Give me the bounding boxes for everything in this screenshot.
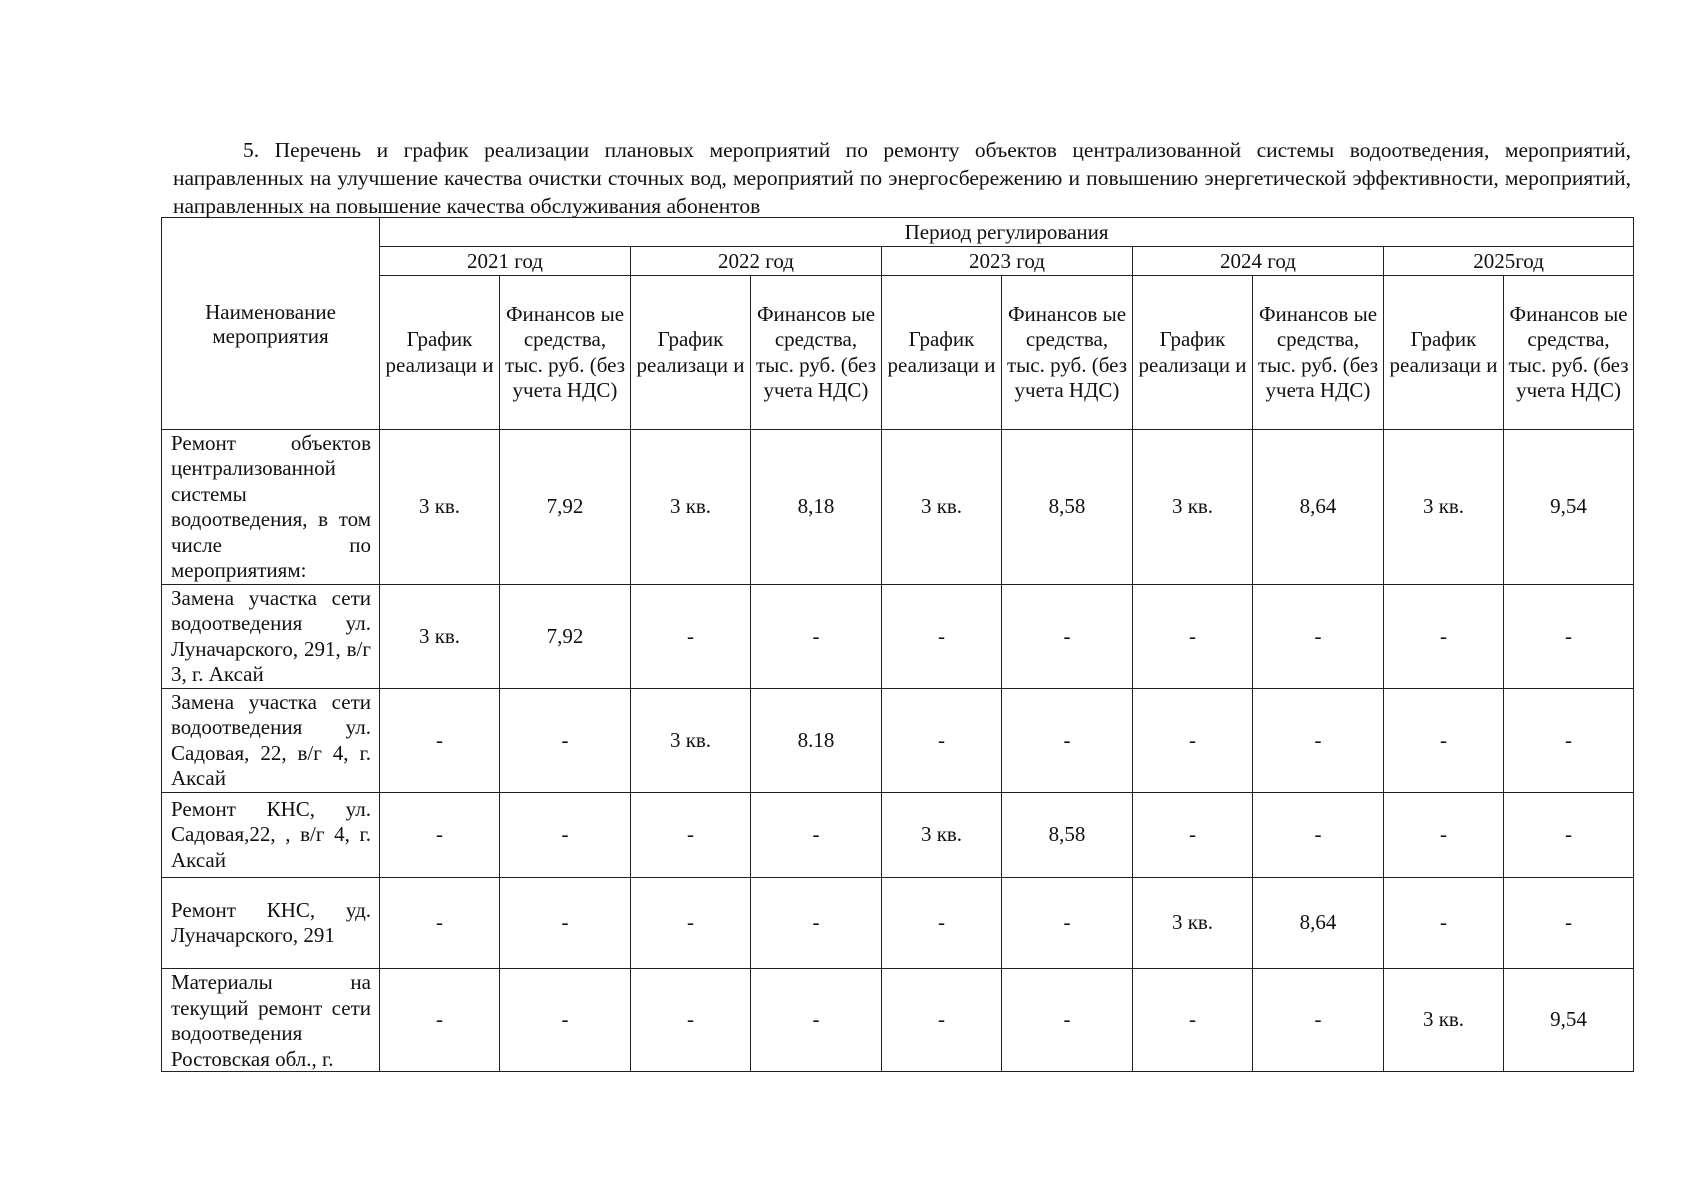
finance-cell: -: [751, 793, 882, 878]
column-header-period: Период регулирования: [380, 218, 1634, 247]
activity-name: Замена участка сети водоотведения ул. Садовая, 22, в/г 4, г. Аксай: [162, 689, 380, 793]
finance-cell: -: [1504, 689, 1634, 793]
table-row: [162, 969, 1634, 1072]
schedule-cell: 3 кв.: [1133, 878, 1253, 969]
finance-cell: 9,54: [1504, 430, 1634, 585]
schedule-cell: -: [882, 585, 1002, 689]
finance-header: Финансов ые средства, тыс. руб. (без учета НДС): [1253, 276, 1384, 430]
activity-name: [162, 969, 380, 1072]
finance-cell: -: [500, 969, 631, 1072]
activity-name: Ремонт объектов централизованной системы водоотведения, в том числе по мероприятиям:: [162, 430, 380, 585]
schedule-cell: -: [1384, 585, 1504, 689]
schedule-cell: 3 кв.: [882, 430, 1002, 585]
finance-cell: -: [1253, 793, 1384, 878]
finance-cell: 8,58: [1002, 430, 1133, 585]
plan-table: [161, 217, 1634, 1072]
schedule-cell: -: [380, 878, 500, 969]
year-header: 2021 год: [380, 247, 631, 276]
finance-cell: 8,58: [1002, 793, 1133, 878]
finance-cell: -: [751, 878, 882, 969]
schedule-cell: 3 кв.: [1384, 969, 1504, 1072]
schedule-header: График реализаци и: [882, 276, 1002, 430]
year-header: 2022 год: [631, 247, 882, 276]
finance-cell: -: [751, 585, 882, 689]
schedule-cell: 3 кв.: [1384, 430, 1504, 585]
activity-name: Замена участка сети водоотведения ул. Луначарского, 291, в/г 3, г. Аксай: [162, 585, 380, 689]
year-header: 2023 год: [882, 247, 1133, 276]
schedule-cell: -: [631, 585, 751, 689]
finance-cell: 8,64: [1253, 430, 1384, 585]
schedule-cell: 3 кв.: [631, 689, 751, 793]
finance-cell: -: [1002, 969, 1133, 1072]
year-header: 2025год: [1384, 247, 1634, 276]
schedule-cell: -: [1133, 689, 1253, 793]
schedule-cell: 3 кв.: [380, 585, 500, 689]
finance-cell: -: [500, 689, 631, 793]
schedule-cell: -: [1133, 969, 1253, 1072]
schedule-cell: 3 кв.: [380, 430, 500, 585]
finance-cell: -: [1504, 878, 1634, 969]
schedule-cell: 3 кв.: [631, 430, 751, 585]
finance-cell: 7,92: [500, 585, 631, 689]
schedule-cell: 3 кв.: [1133, 430, 1253, 585]
schedule-header: График реализаци и: [1133, 276, 1253, 430]
finance-cell: -: [1002, 878, 1133, 969]
finance-cell: -: [1253, 689, 1384, 793]
schedule-header: График реализаци и: [631, 276, 751, 430]
finance-cell: 8,64: [1253, 878, 1384, 969]
finance-header: Финансов ые средства, тыс. руб. (без учета НДС): [500, 276, 631, 430]
finance-cell: 8,18: [751, 430, 882, 585]
schedule-cell: -: [882, 878, 1002, 969]
finance-cell: -: [500, 793, 631, 878]
schedule-cell: 3 кв.: [882, 793, 1002, 878]
finance-header: Финансов ые средства, тыс. руб. (без учета НДС): [1504, 276, 1634, 430]
schedule-cell: -: [631, 878, 751, 969]
schedule-cell: -: [631, 969, 751, 1072]
finance-cell: -: [1504, 585, 1634, 689]
header-row-years: [162, 247, 1634, 276]
header-row-subcolumns: [162, 276, 1634, 430]
year-header: 2024 год: [1133, 247, 1384, 276]
table-row: [162, 878, 1634, 969]
activity-name-text: Материалы на текущий ремонт сети водоотведения Ростовская обл., г.: [171, 970, 371, 1070]
table-row: [162, 585, 1634, 689]
finance-cell: 9,54: [1504, 969, 1634, 1072]
schedule-cell: -: [882, 689, 1002, 793]
activity-name: Ремонт КНС, уд. Луначарского, 291: [162, 878, 380, 969]
schedule-cell: -: [1133, 793, 1253, 878]
schedule-cell: -: [380, 793, 500, 878]
finance-header: Финансов ые средства, тыс. руб. (без учета НДС): [1002, 276, 1133, 430]
finance-cell: 7,92: [500, 430, 631, 585]
finance-cell: -: [1002, 585, 1133, 689]
schedule-cell: -: [1384, 689, 1504, 793]
finance-cell: -: [751, 969, 882, 1072]
finance-cell: -: [1253, 969, 1384, 1072]
finance-cell: -: [1002, 689, 1133, 793]
table-row: [162, 793, 1634, 878]
finance-cell: -: [500, 878, 631, 969]
finance-cell: -: [1253, 585, 1384, 689]
table-row: [162, 430, 1634, 585]
schedule-header: График реализаци и: [380, 276, 500, 430]
table-row: [162, 689, 1634, 793]
activity-name: Ремонт КНС, ул. Садовая,22, , в/г 4, г. Аксай: [162, 793, 380, 878]
schedule-cell: -: [380, 689, 500, 793]
header-row-period: [162, 218, 1634, 247]
column-header-name: Наименование мероприятия: [162, 218, 380, 430]
schedule-cell: -: [1133, 585, 1253, 689]
schedule-header: График реализаци и: [1384, 276, 1504, 430]
schedule-cell: -: [1384, 878, 1504, 969]
finance-cell: 8.18: [751, 689, 882, 793]
schedule-cell: -: [380, 969, 500, 1072]
schedule-cell: -: [631, 793, 751, 878]
section-heading: 5. Перечень и график реализации плановых мероприятий по ремонту объектов централизованной системы водоотведения, мероприятий, направленных на улучшение качества очистки сточных вод, мероприятий по энергосбережению и повышению энергетической эффективности, мероприятий, направленных на повышение качества обслуживания абонентов: [173, 137, 1631, 218]
schedule-cell: -: [882, 969, 1002, 1072]
finance-cell: -: [1504, 793, 1634, 878]
finance-header: Финансов ые средства, тыс. руб. (без учета НДС): [751, 276, 882, 430]
schedule-cell: -: [1384, 793, 1504, 878]
